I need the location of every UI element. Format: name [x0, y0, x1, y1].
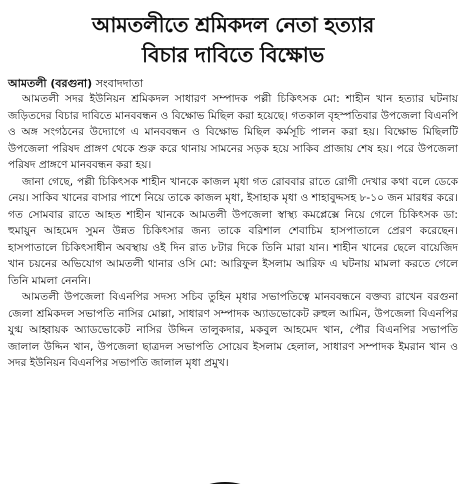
paragraph-2: জানা গেছে, পল্লী চিকিৎসক শাহীন খানকে কাজল মৃধা গত রোববার রাতে রোগী দেখার কথা বলে ডেকে নেয়। সাকিব খানের বাসার পাশে নিয়ে তাকে কাজল মৃধা, ইসাহাক মৃধা ও শাহাবুদ্দসহ ৮-১০ জন মারধর করে। গত সোমবার রাতে আহত শাহীন খানকে আমতলী উপজেলা স্বাস্থ্য কমপ্লেক্সে নিয়ে গেলে চিকিৎসক ডা: হুমায়ুন আহমেদ সুমন উন্নত চিকিৎসার জন্য তাকে বরিশাল শেবাচিম হাসপাতালে প্রেরণ করেছেন। হাসপাতালে চিকিৎসাধীন অবস্থায় ওই দিন রাত ৮টার দিকে তিনি মারা যান। শাহীন খানের ছেলে বায়েজিদ খান চয়নের অভিযোগ আমতলী থানার ওসি মো: আরিফুল ইসলাম আরিফ এ ঘটনায় মামলা করতে গেলে তিনি মামলা নেননি।	[8, 175, 458, 287]
headline-line-1: আমতলীতে শ্রমিকদল নেতা হত্যার	[91, 13, 375, 37]
dateline-source: সংবাদদাতা	[95, 77, 144, 90]
headline	[0, 0, 466, 70]
cropped-graphic-edge	[185, 472, 265, 484]
article-body	[8, 91, 458, 372]
dateline-place: আমতলী (বরগুনা)	[8, 77, 93, 90]
dateline	[8, 76, 466, 91]
headline-line-2: বিচার দাবিতে বিক্ষোভ	[142, 43, 324, 67]
paragraph-3: আমতলী উপজেলা বিএনপির সদস্য সচিব তুহিন মৃধার সভাপতিত্বে মানববন্ধনে বক্তব্য রাখেন বরগুনা জেলা শ্রমিকদল সভাপতি নাসির মোল্লা, সাধারণ সম্পাদক অ্যাডভোকেট রুহুল আমিন, উপজেলা বিএনপির যুগ্ম আহ্বায়ক অ্যাডভোকেট নাসির উদ্দিন তালুকদার, মকবুল আহমেদ খান, পৌর বিএনপির সভাপতি জালাল উদ্দিন খান, উপজেলা ছাত্রদল সভাপতি সোয়েব ইসলাম হেলাল, সাধারণ সম্পাদক ইমরান খান ও সদর ইউনিয়ন বিএনপির সভাপতি জালাল মৃধা প্রমুখ।	[8, 291, 458, 369]
paragraph-1: আমতলী সদর ইউনিয়ন শ্রমিকদল সাধারণ সম্পাদক পল্লী চিকিৎসক মো: শাহীন খান হত্যার ঘটনায় জড়িতদের বিচার দাবিতে মানববন্ধন ও বিক্ষোভ মিছিল করা হয়েছে। গতকাল বৃহস্পতিবার উপজেলা বিএনপি ও অঙ্গ সংগঠনের উদ্যোগে এ মানববন্ধন ও বিক্ষোভ মিছিল কর্মসূচি পালন করা হয়। বিক্ষোভ মিছিলটি উপজেলা পরিষদ প্রাঙ্গণ থেকে শুরু করে থানায় সামনের সড়ক হয়ে সাকিব প্রাজায় শেষ হয়। পরে উপজেলা পরিষদ প্রাঙ্গণে মানববন্ধন করা হয়।	[8, 93, 458, 171]
